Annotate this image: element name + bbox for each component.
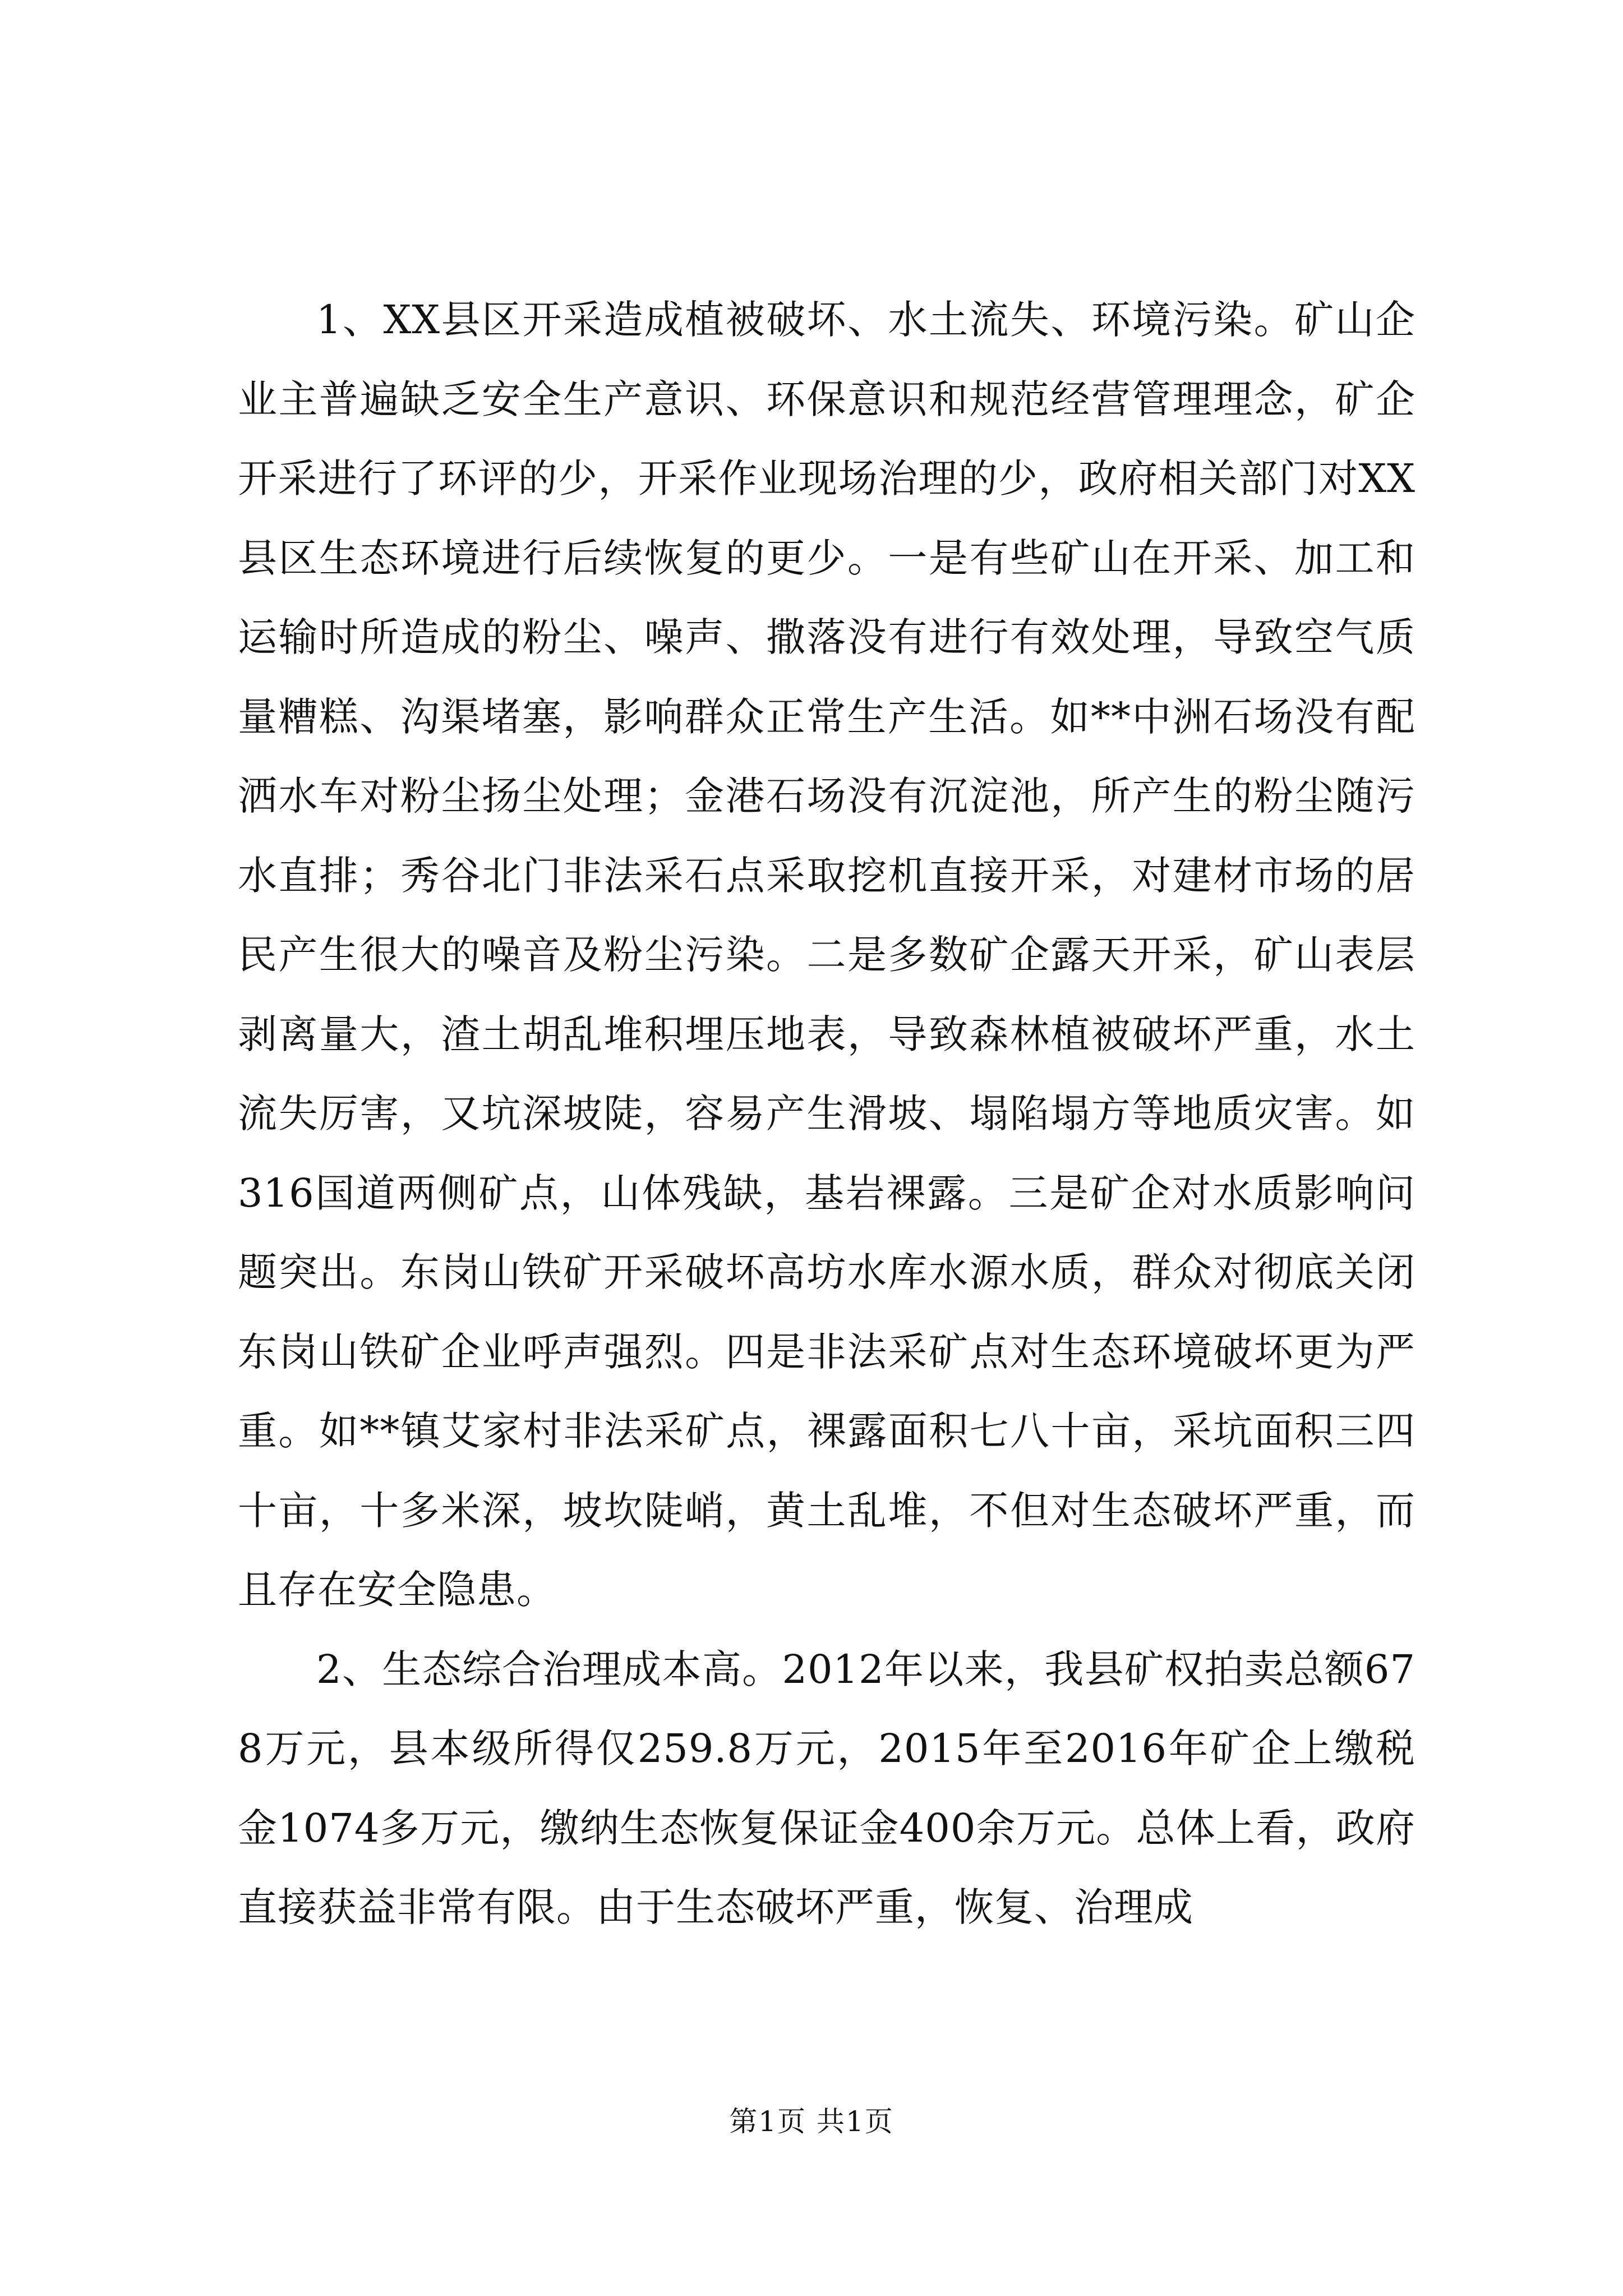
document-body: [238, 280, 1415, 1948]
page-footer: 第1页 共1页: [729, 2105, 894, 2138]
paragraph-1: 1、XX县区开采造成植被破坏、水土流失、环境污染。矿山企业主普遍缺乏安全生产意识、环保意识和规范经营管理理念，矿企开采进行了环评的少，开采作业现场治理的少，政府相关部门对XX县区生态环境进行后续恢复的更少。一是有些矿山在开采、加工和运输时所造成的粉尘、噪声、撒落没有进行有效处理，导致空气质量糟糕、沟渠堵塞，影响群众正常生产生活。如**中洲石场没有配洒水车对粉尘扬尘处理；金港石场没有沉淀池，所产生的粉尘随污水直排；秀谷北门非法采石点采取挖机直接开采，对建材市场的居民产生很大的噪音及粉尘污染。二是多数矿企露天开采，矿山表层剥离量大，渣土胡乱堆积埋压地表，导致森林植被破坏严重，水土流失厉害，又坑深坡陡，容易产生滑坡、塌陷塌方等地质灾害。如316国道两侧矿点，山体残缺，基岩裸露。三是矿企对水质影响问题突出。东岗山铁矿开采破坏高坊水库水源水质，群众对彻底关闭东岗山铁矿企业呼声强烈。四是非法采矿点对生态环境破坏更为严重。如**镇艾家村非法采矿点，裸露面积七八十亩，采坑面积三四十亩，十多米深，坡坎陡峭，黄土乱堆，不但对生态破坏严重，而且存在安全隐患。: [238, 297, 1415, 1613]
paragraph-2: 2、生态综合治理成本高。2012年以来，我县矿权拍卖总额678万元，县本级所得仅259.8万元，2015年至2016年矿企上缴税金1074多万元，缴纳生态恢复保证金400余万元。总体上看，政府直接获益非常有限。由于生态破坏严重，恢复、治理成: [238, 1646, 1415, 1930]
